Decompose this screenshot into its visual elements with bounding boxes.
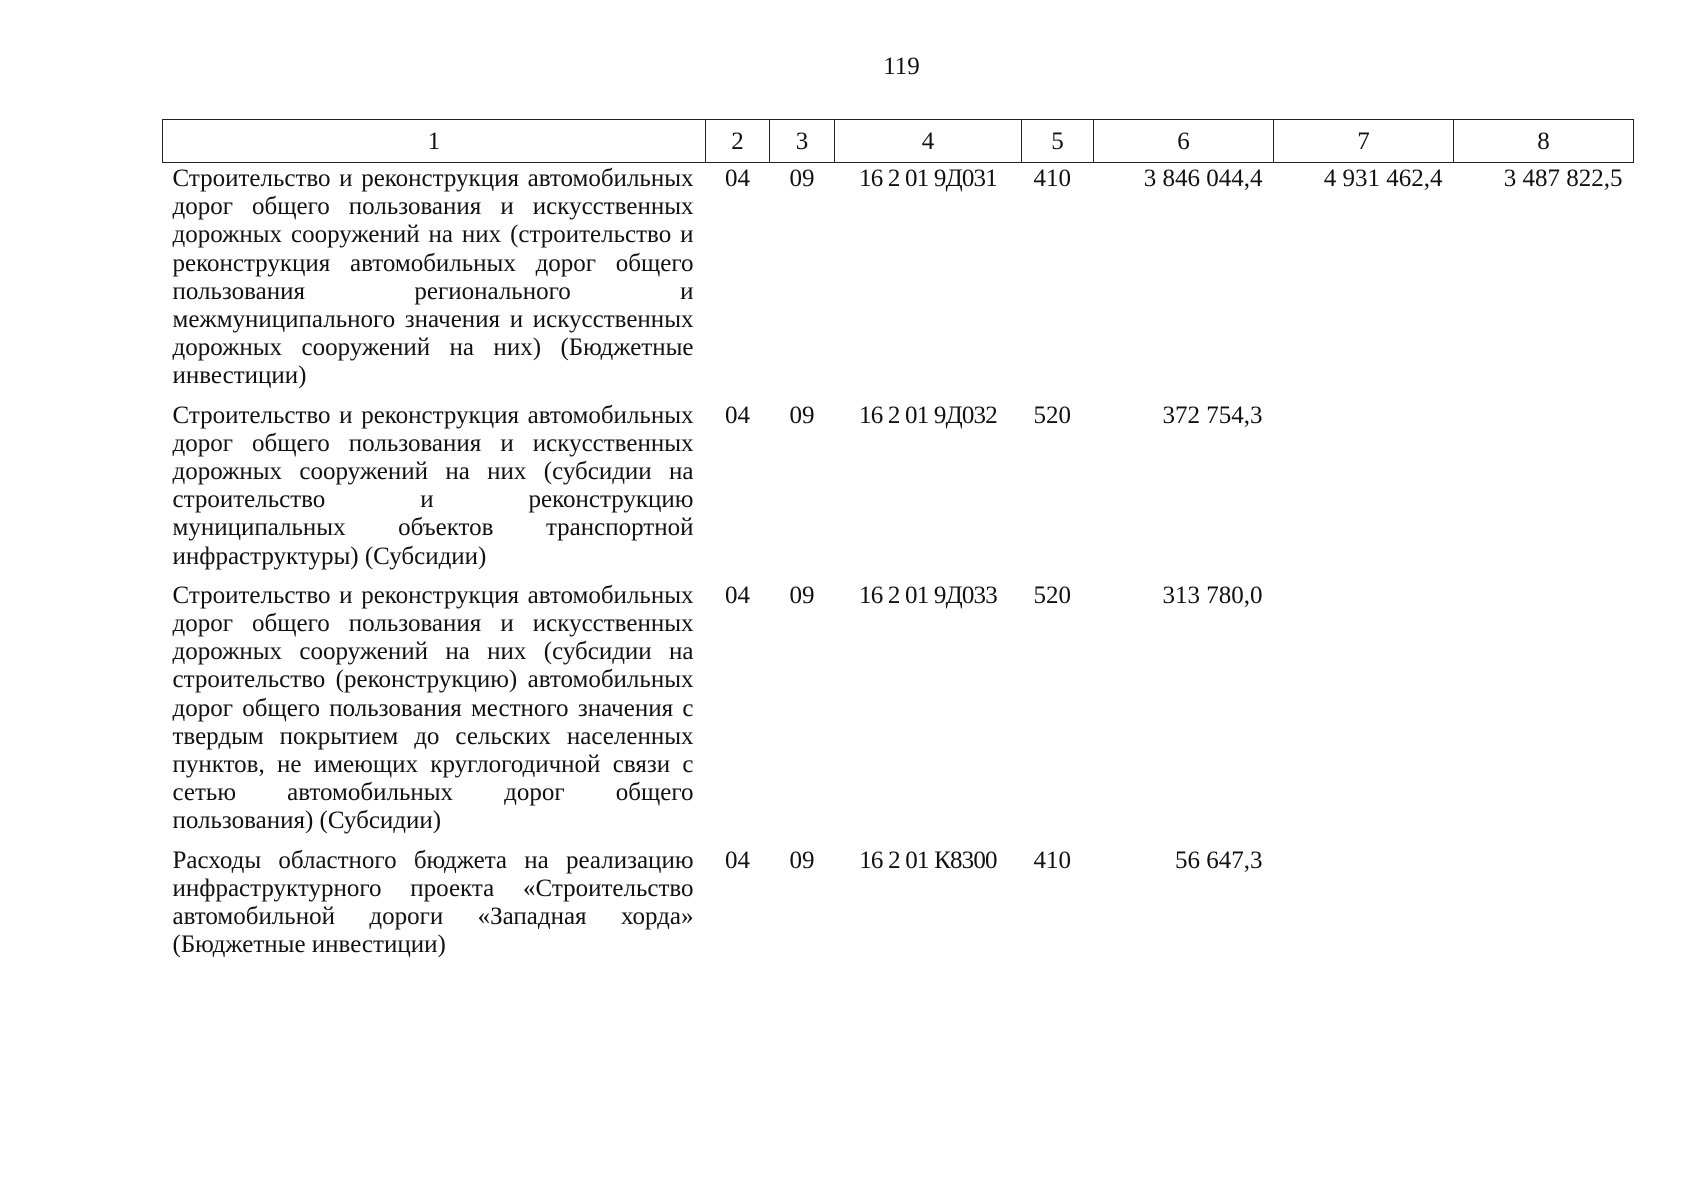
amount-col-7: 4 931 462,4 (1323, 165, 1443, 192)
amount-col-7 (1274, 582, 1454, 847)
subsection-code: 09 (789, 846, 815, 874)
column-header-6: 6 (1094, 120, 1274, 163)
subsection-code: 09 (789, 165, 815, 192)
target-article-code: 16 2 01 9Д031 (859, 165, 997, 192)
target-article-code: 16 2 01 9Д033 (859, 581, 997, 609)
table-row (163, 847, 1634, 971)
amount-col-7 (1274, 402, 1454, 582)
section-code: 04 (725, 165, 750, 192)
section-code: 04 (725, 581, 750, 609)
amount-col-7 (1274, 847, 1454, 971)
subsection-code: 09 (789, 581, 815, 609)
amount-col-8 (1454, 582, 1634, 847)
expense-type-code: 410 (1033, 846, 1071, 874)
amount-col-8 (1454, 847, 1634, 971)
amount-col-6: 56 647,3 (1175, 846, 1263, 874)
amount-col-8 (1454, 402, 1634, 582)
column-header-3: 3 (770, 120, 835, 163)
column-header-5: 5 (1022, 120, 1094, 163)
column-header-2: 2 (706, 120, 770, 163)
budget-table (162, 119, 1634, 970)
table-row (163, 582, 1634, 847)
expense-name: Строительство и реконструкция автомобильных дорог общего пользования и искусственных дорожных сооружений на них (субсидии на строительство (реконструкцию) автомобильных дорог общего пользования местного значения с твердым покрытием до сельских населенных пунктов, не имеющих круглогодичной связи с сетью автомобильных дорог общего пользования) (Субсидии) (172, 581, 694, 835)
subsection-code: 09 (789, 401, 815, 429)
page-number: 119 (883, 53, 920, 80)
target-article-code: 16 2 01 К8300 (859, 846, 997, 874)
expense-name: Расходы областного бюджета на реализацию инфраструктурного проекта «Строительство автомобильной дороги «Западная хорда» (Бюджетные инвестиции) (172, 846, 694, 959)
amount-col-6: 3 846 044,4 (1143, 165, 1263, 192)
expense-name: Строительство и реконструкция автомобильных дорог общего пользования и искусственных дорожных сооружений на них (строительство и реконструкция автомобильных дорог общего пользования регионального и межмуниципального значения и искусственных дорожных сооружений на них) (Бюджетные инвестиции) (172, 165, 694, 390)
column-header-8: 8 (1454, 120, 1634, 163)
section-code: 04 (725, 846, 750, 874)
target-article-code: 16 2 01 9Д032 (859, 401, 997, 429)
expense-type-code: 520 (1033, 581, 1071, 609)
table-header-row (163, 120, 1634, 163)
table-row (163, 163, 1634, 402)
column-header-1: 1 (163, 120, 706, 163)
expense-type-code: 520 (1033, 401, 1071, 429)
expense-type-code: 410 (1033, 165, 1071, 192)
expense-name: Строительство и реконструкция автомобильных дорог общего пользования и искусственных дорожных сооружений на них (субсидии на строительство и реконструкцию муниципальных объектов транспортной инфраструктуры) (Субсидии) (172, 401, 694, 570)
column-header-7: 7 (1274, 120, 1454, 163)
table-row (163, 402, 1634, 582)
section-code: 04 (725, 401, 750, 429)
amount-col-8: 3 487 822,5 (1503, 165, 1623, 192)
column-header-4: 4 (835, 120, 1022, 163)
amount-col-6: 313 780,0 (1162, 581, 1263, 609)
amount-col-6: 372 754,3 (1162, 401, 1263, 429)
